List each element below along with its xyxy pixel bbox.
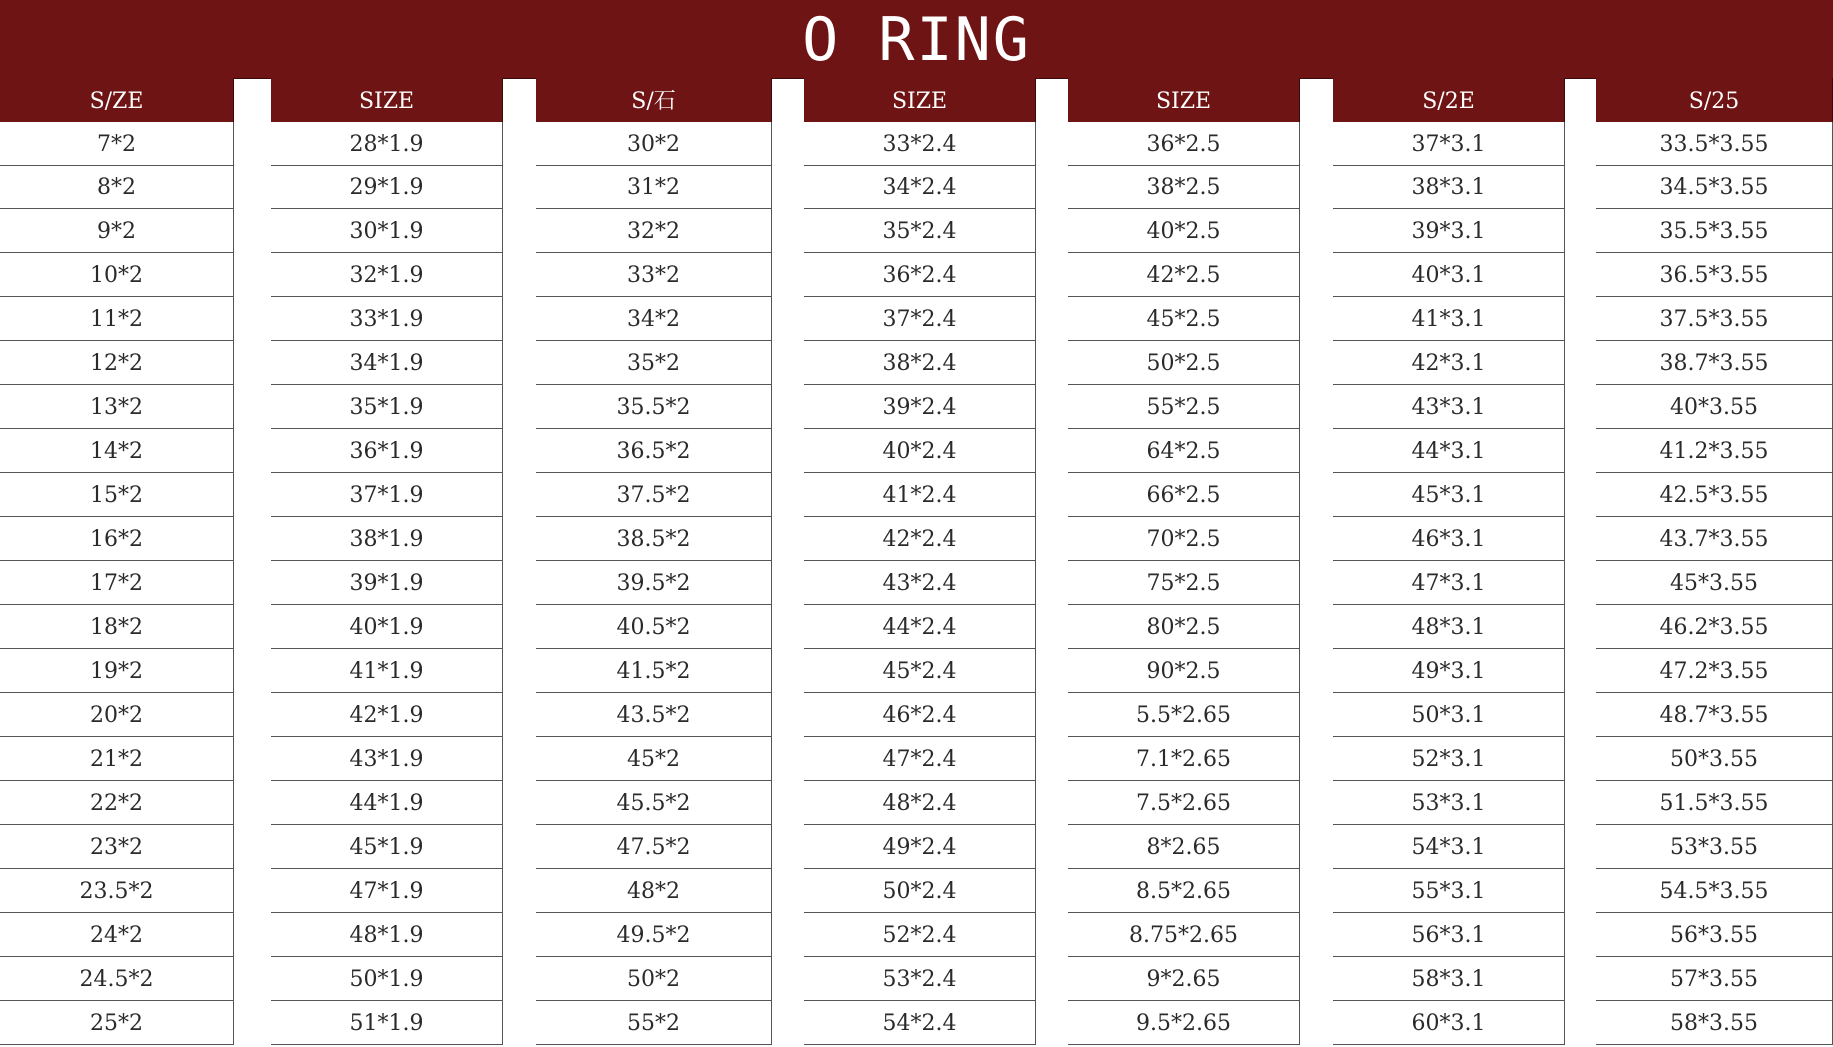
table-cell: 41*1.9 [271, 649, 503, 693]
table-cell: 64*2.5 [1068, 429, 1300, 473]
table-cell: 12*2 [0, 341, 234, 385]
table-cell: 37.5*3.55 [1596, 297, 1833, 341]
table-cell: 8.75*2.65 [1068, 913, 1300, 957]
table-cell: 38.5*2 [536, 517, 772, 561]
table-cell: 33.5*3.55 [1596, 122, 1833, 166]
table-cell: 8.5*2.65 [1068, 869, 1300, 913]
table-cell: 41*2.4 [804, 473, 1036, 517]
table-cell: 58*3.1 [1333, 957, 1565, 1001]
table-column [1068, 78, 1300, 1045]
table-cell: 54*3.1 [1333, 825, 1565, 869]
table-cell: 36.5*3.55 [1596, 253, 1833, 297]
table-cell: 17*2 [0, 561, 234, 605]
table-cell: 11*2 [0, 297, 234, 341]
table-cell: 45*2.5 [1068, 297, 1300, 341]
table-cell: 39*1.9 [271, 561, 503, 605]
table-cell: 66*2.5 [1068, 473, 1300, 517]
table-cell: 55*3.1 [1333, 869, 1565, 913]
table-cell: 38*2.4 [804, 341, 1036, 385]
table-cell: 34*1.9 [271, 341, 503, 385]
table-cell: 23*2 [0, 825, 234, 869]
table-cell: 40*2.4 [804, 429, 1036, 473]
table-cell: 50*2.4 [804, 869, 1036, 913]
table-cell: 37*2.4 [804, 297, 1036, 341]
table-cell: 38*2.5 [1068, 165, 1300, 209]
table-cell: 32*1.9 [271, 253, 503, 297]
table-cell: 70*2.5 [1068, 517, 1300, 561]
table-cell: 53*3.55 [1596, 825, 1833, 869]
table-cell: 16*2 [0, 517, 234, 561]
table-cell: 9.5*2.65 [1068, 1001, 1300, 1045]
table-cell: 47.5*2 [536, 825, 772, 869]
table-cell: 50*3.1 [1333, 693, 1565, 737]
table-cell: 35.5*2 [536, 385, 772, 429]
table-cell: 42*2.4 [804, 517, 1036, 561]
table-cell: 53*2.4 [804, 957, 1036, 1001]
table-cell: 35*2 [536, 341, 772, 385]
table-cell: 51.5*3.55 [1596, 781, 1833, 825]
table-cell: 35.5*3.55 [1596, 209, 1833, 253]
table-cell: 37*3.1 [1333, 122, 1565, 166]
table-cell: 45*3.55 [1596, 561, 1833, 605]
table-cell: 36*2.5 [1068, 122, 1300, 166]
table-cell: 47*2.4 [804, 737, 1036, 781]
table-cell: 80*2.5 [1068, 605, 1300, 649]
table-cell: 39*2.4 [804, 385, 1036, 429]
table-cell: 45.5*2 [536, 781, 772, 825]
table-column [536, 78, 772, 1045]
table-cell: 40*3.55 [1596, 385, 1833, 429]
table-column [0, 78, 234, 1045]
table-column [1333, 78, 1565, 1045]
table-cell: 47*3.1 [1333, 561, 1565, 605]
table-cell: 46*2.4 [804, 693, 1036, 737]
table-cell: 57*3.55 [1596, 957, 1833, 1001]
table-cell: 19*2 [0, 649, 234, 693]
table-cell: 8*2 [0, 165, 234, 209]
table-cell: 48*1.9 [271, 913, 503, 957]
column-header: S/25 [1596, 78, 1833, 122]
table-cell: 40*2.5 [1068, 209, 1300, 253]
table-cell: 49*3.1 [1333, 649, 1565, 693]
table-cell: 43*3.1 [1333, 385, 1565, 429]
table-cell: 8*2.65 [1068, 825, 1300, 869]
column-header: S/2E [1333, 78, 1565, 122]
table-cell: 31*2 [536, 165, 772, 209]
column-header: S/石 [536, 78, 772, 122]
table-column [271, 78, 503, 1045]
table-cell: 50*3.55 [1596, 737, 1833, 781]
table-cell: 43*2.4 [804, 561, 1036, 605]
table-cell: 46.2*3.55 [1596, 605, 1833, 649]
table-cell: 9*2.65 [1068, 957, 1300, 1001]
table-cell: 35*2.4 [804, 209, 1036, 253]
table-cell: 13*2 [0, 385, 234, 429]
table-cell: 40*1.9 [271, 605, 503, 649]
table-cell: 18*2 [0, 605, 234, 649]
table-cell: 33*2 [536, 253, 772, 297]
table-cell: 38*1.9 [271, 517, 503, 561]
table-cell: 46*3.1 [1333, 517, 1565, 561]
table-cell: 7.1*2.65 [1068, 737, 1300, 781]
table-cell: 34.5*3.55 [1596, 165, 1833, 209]
table-cell: 34*2 [536, 297, 772, 341]
table-cell: 48*2.4 [804, 781, 1036, 825]
table-cell: 50*2.5 [1068, 341, 1300, 385]
table-cell: 41*3.1 [1333, 297, 1565, 341]
table-cell: 56*3.1 [1333, 913, 1565, 957]
table-cell: 43.5*2 [536, 693, 772, 737]
table-cell: 38*3.1 [1333, 165, 1565, 209]
table-cell: 52*2.4 [804, 913, 1036, 957]
table-cell: 7*2 [0, 122, 234, 166]
table-cell: 20*2 [0, 693, 234, 737]
table-column [804, 78, 1036, 1045]
table-cell: 48.7*3.55 [1596, 693, 1833, 737]
table-cell: 58*3.55 [1596, 1001, 1833, 1045]
table-cell: 44*2.4 [804, 605, 1036, 649]
table-cell: 24.5*2 [0, 957, 234, 1001]
table-column [1596, 78, 1833, 1045]
table-cell: 45*1.9 [271, 825, 503, 869]
table-cell: 33*2.4 [804, 122, 1036, 166]
table-cell: 54*2.4 [804, 1001, 1036, 1045]
table-cell: 53*3.1 [1333, 781, 1565, 825]
table-cell: 15*2 [0, 473, 234, 517]
table-cell: 56*3.55 [1596, 913, 1833, 957]
table-cell: 60*3.1 [1333, 1001, 1565, 1045]
table-cell: 54.5*3.55 [1596, 869, 1833, 913]
table-cell: 39.5*2 [536, 561, 772, 605]
table-cell: 55*2.5 [1068, 385, 1300, 429]
table-cell: 22*2 [0, 781, 234, 825]
table-cell: 33*1.9 [271, 297, 503, 341]
table-cell: 55*2 [536, 1001, 772, 1045]
table-cell: 41.5*2 [536, 649, 772, 693]
table-cell: 28*1.9 [271, 122, 503, 166]
table-cell: 42*3.1 [1333, 341, 1565, 385]
table-cell: 37.5*2 [536, 473, 772, 517]
table-cell: 49.5*2 [536, 913, 772, 957]
table-cell: 9*2 [0, 209, 234, 253]
table-cell: 43*1.9 [271, 737, 503, 781]
table-cell: 21*2 [0, 737, 234, 781]
table-cell: 75*2.5 [1068, 561, 1300, 605]
table-cell: 42*1.9 [271, 693, 503, 737]
table-cell: 47.2*3.55 [1596, 649, 1833, 693]
table-cell: 43.7*3.55 [1596, 517, 1833, 561]
table-cell: 45*2.4 [804, 649, 1036, 693]
table-cell: 29*1.9 [271, 165, 503, 209]
table-cell: 39*3.1 [1333, 209, 1565, 253]
table-cell: 14*2 [0, 429, 234, 473]
table-cell: 50*2 [536, 957, 772, 1001]
table-cell: 45*3.1 [1333, 473, 1565, 517]
table-cell: 90*2.5 [1068, 649, 1300, 693]
table-cell: 40*3.1 [1333, 253, 1565, 297]
table-cell: 10*2 [0, 253, 234, 297]
table-cell: 41.2*3.55 [1596, 429, 1833, 473]
table-cell: 37*1.9 [271, 473, 503, 517]
table-cell: 45*2 [536, 737, 772, 781]
table-cell: 34*2.4 [804, 165, 1036, 209]
table-cell: 5.5*2.65 [1068, 693, 1300, 737]
table-cell: 36*2.4 [804, 253, 1036, 297]
table-cell: 35*1.9 [271, 385, 503, 429]
table-cell: 47*1.9 [271, 869, 503, 913]
table-cell: 7.5*2.65 [1068, 781, 1300, 825]
table-cell: 32*2 [536, 209, 772, 253]
table-cell: 30*2 [536, 122, 772, 166]
table-cell: 44*3.1 [1333, 429, 1565, 473]
table-cell: 50*1.9 [271, 957, 503, 1001]
column-header: SIZE [804, 78, 1036, 122]
table-cell: 52*3.1 [1333, 737, 1565, 781]
column-header: SIZE [1068, 78, 1300, 122]
table-cell: 49*2.4 [804, 825, 1036, 869]
table-cell: 42*2.5 [1068, 253, 1300, 297]
table-cell: 51*1.9 [271, 1001, 503, 1045]
column-header: S/ZE [0, 78, 234, 122]
table-cell: 40.5*2 [536, 605, 772, 649]
table-cell: 48*2 [536, 869, 772, 913]
table-cell: 44*1.9 [271, 781, 503, 825]
table-cell: 38.7*3.55 [1596, 341, 1833, 385]
table-cell: 24*2 [0, 913, 234, 957]
column-header: SIZE [271, 78, 503, 122]
table-cell: 23.5*2 [0, 869, 234, 913]
table-cell: 25*2 [0, 1001, 234, 1045]
table-cell: 36.5*2 [536, 429, 772, 473]
table-cell: 48*3.1 [1333, 605, 1565, 649]
table-cell: 30*1.9 [271, 209, 503, 253]
table-cell: 42.5*3.55 [1596, 473, 1833, 517]
page-title: O RING [802, 5, 1031, 75]
table-cell: 36*1.9 [271, 429, 503, 473]
